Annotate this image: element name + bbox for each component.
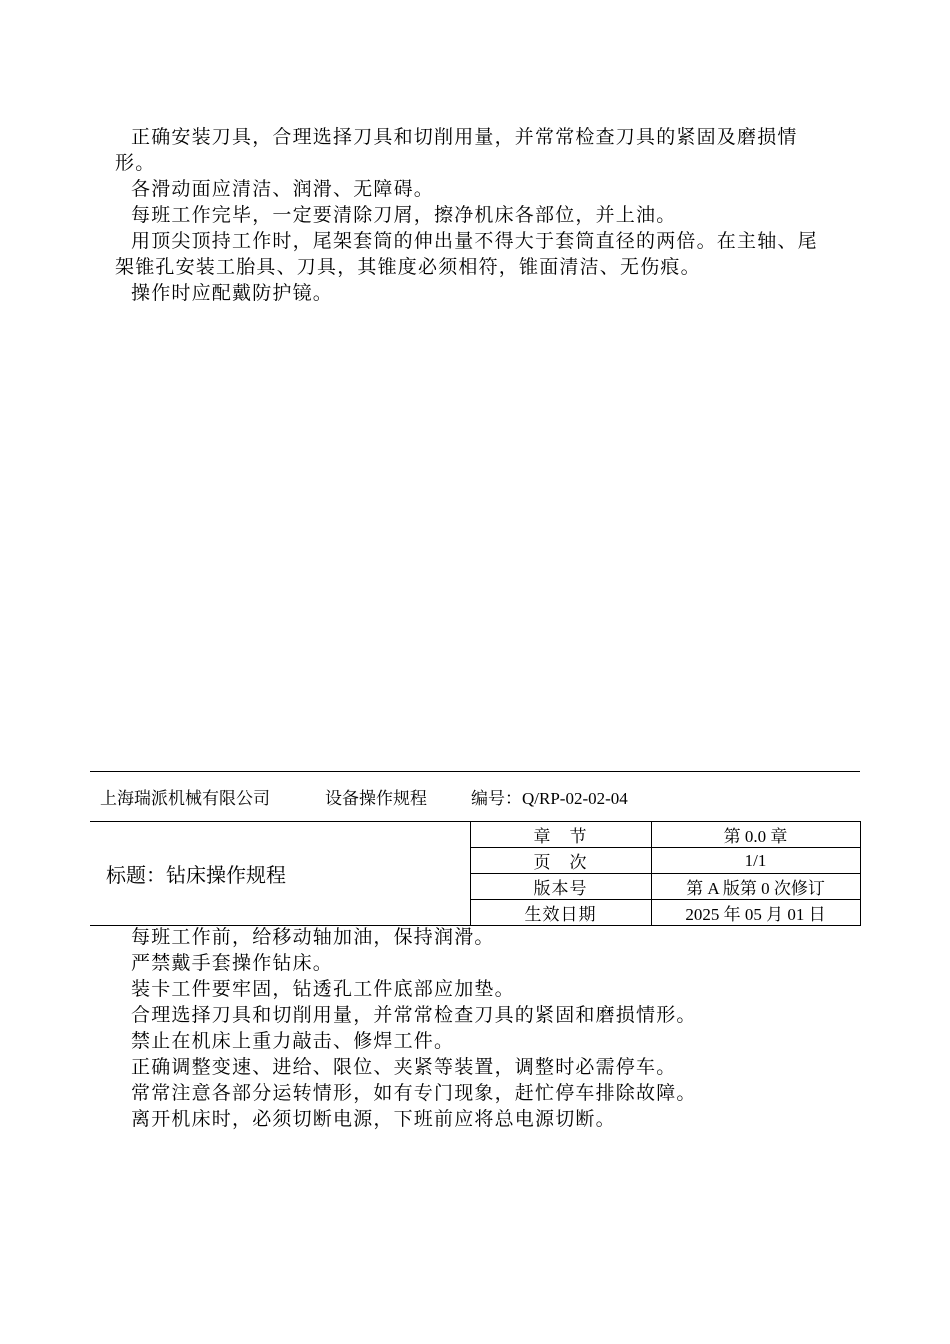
rule-paragraph: 各滑动面应清洁、润滑、无障碍。	[131, 178, 435, 200]
rule-paragraph: 用顶尖顶持工作时，尾架套筒的伸出量不得大于套筒直径的两倍。在主轴、尾架锥孔安装工胎具、刀具，其锥度必须相符，锥面清洁、无伤痕。	[115, 230, 818, 278]
document-info-table	[90, 821, 861, 926]
rule-paragraph: 每班工作前，给移动轴加油，保持润滑。	[131, 926, 495, 948]
rule-paragraph: 正确调整变速、进给、限位、夹紧等装置，调整时必需停车。	[131, 1056, 677, 1078]
drilling-machine-rules	[115, 924, 830, 1132]
chapter-label: 章 节	[470, 822, 651, 848]
rule-paragraph: 禁止在机床上重力敲击、修焊工件。	[131, 1030, 455, 1052]
chapter-value: 第 0.0 章	[651, 822, 860, 848]
effective-date-value: 2025 年 05 月 01 日	[651, 900, 860, 926]
rule-paragraph: 每班工作完毕，一定要清除刀屑，擦净机床各部位，并上油。	[131, 204, 677, 226]
document-title: 标题：钻床操作规程	[90, 822, 470, 926]
operating-rules-continued	[115, 124, 830, 306]
header-company-line	[90, 771, 860, 821]
rule-paragraph: 离开机床时，必须切断电源，下班前应将总电源切断。	[131, 1108, 616, 1130]
version-value: 第 A 版第 0 次修订	[651, 874, 860, 900]
version-label: 版本号	[470, 874, 651, 900]
document-type: 设备操作规程	[325, 789, 427, 808]
company-name: 上海瑞派机械有限公司	[100, 789, 270, 808]
effective-date-label: 生效日期	[470, 900, 651, 926]
rule-paragraph: 常常注意各部分运转情形，如有专门现象，赶忙停车排除故障。	[131, 1082, 697, 1104]
rule-paragraph: 合理选择刀具和切削用量，并常常检查刀具的紧固和磨损情形。	[131, 1004, 697, 1026]
rule-paragraph: 装卡工件要牢固，钻透孔工件底部应加垫。	[131, 978, 515, 1000]
rule-paragraph: 严禁戴手套操作钻床。	[131, 952, 334, 974]
document-code: 编号：Q/RP-02-02-04	[471, 789, 628, 808]
document-header	[90, 771, 860, 926]
table-row	[90, 822, 860, 848]
rule-paragraph: 操作时应配戴防护镜。	[131, 282, 334, 304]
rule-paragraph: 正确安装刀具，合理选择刀具和切削用量，并常常检查刀具的紧固及磨损情形。	[115, 126, 798, 174]
page-label: 页 次	[470, 848, 651, 874]
page-value: 1/1	[651, 848, 860, 874]
